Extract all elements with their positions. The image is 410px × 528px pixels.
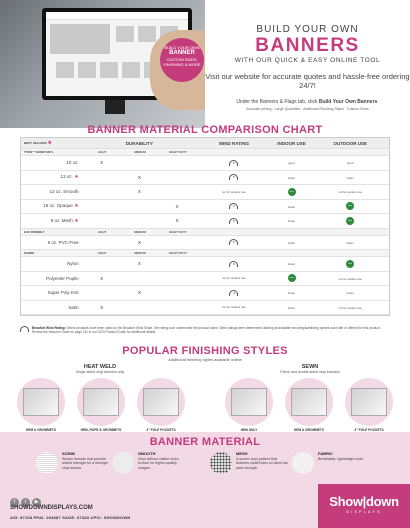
indoor-value: better <box>287 291 296 296</box>
hero-title: BANNERS <box>255 35 360 56</box>
promo-sign <box>160 38 204 82</box>
durability-subheader: HEAVY DUTY <box>169 251 187 255</box>
instr-prefix: Under the Banners & Flags tab, click <box>236 99 319 105</box>
best-badge-icon: best <box>346 260 354 268</box>
wind-cell <box>196 190 272 194</box>
outdoor-cell <box>311 202 389 210</box>
indoor-value: good <box>288 161 295 166</box>
indoor-cell <box>272 240 312 245</box>
material-name <box>21 305 83 310</box>
material-label: 18 oz. Opaque <box>43 203 73 209</box>
col-indoor: INDOOR USE <box>277 140 306 146</box>
table-row <box>21 156 389 171</box>
wind-gauge-icon: 5 <box>229 174 238 180</box>
material-label: Nylon <box>67 261 79 267</box>
best-badge-icon: best <box>288 274 296 282</box>
outdoor-value: better <box>346 291 354 296</box>
wind-value <box>196 261 272 267</box>
material-label: 13 oz. <box>60 174 73 180</box>
table-row <box>21 286 389 301</box>
indoor-value: better <box>287 240 296 245</box>
material-text: FABRIC Breathable, lightweight cloth. <box>318 451 364 461</box>
best-badge-icon: best <box>346 202 354 210</box>
finishing-subtitle: Additional finishing styles available online <box>168 357 242 362</box>
website-url[interactable]: SHOWDOWNDISPLAYS.COM <box>10 505 93 511</box>
col-outdoor: OUTDOOR USE <box>333 140 367 146</box>
mesh-swatch-icon <box>210 452 232 474</box>
instr-suffix: . <box>377 99 379 105</box>
material-label: Polyester Poplin <box>46 275 79 281</box>
facebook-icon[interactable]: f <box>10 498 19 507</box>
sign-top: BUILD YOUR OWN <box>164 45 200 50</box>
wind-value: not for outdoor use <box>222 305 246 310</box>
hero-build: BUILD YOUR OWN <box>256 24 359 35</box>
indoor-value: better <box>287 175 296 180</box>
indoor-cell <box>272 274 312 282</box>
durability-subheader: HEAVY DUTY <box>169 150 187 154</box>
wind-gauge-icon: 4 <box>229 290 238 296</box>
col-durability: DURABILITY <box>125 140 154 146</box>
outdoor-cell <box>311 260 389 268</box>
finish-image-sewn-hem-grommets <box>285 378 333 426</box>
indoor-cell <box>272 160 312 165</box>
material-label: 9 oz. PVC-Free <box>47 239 79 245</box>
finish-image-hem-rope-grommets <box>77 378 125 426</box>
finish-label: HEM ONLY <box>240 428 258 432</box>
website-tile <box>138 26 156 42</box>
outdoor-cell <box>311 189 389 194</box>
table-header <box>21 138 389 149</box>
material-label: 9 oz. Mesh <box>50 217 73 223</box>
table-row <box>21 301 389 316</box>
indoor-cell <box>272 261 312 266</box>
wind-value: not for outdoor use <box>222 276 246 281</box>
material-title: BANNER MATERIAL <box>149 436 261 448</box>
website-tile <box>116 26 134 42</box>
material-label: Satin <box>68 304 79 310</box>
logo-sub: DISPLAYS <box>346 509 382 514</box>
durability-subheader: MEDIUM <box>134 229 146 234</box>
durability-subheader: LIGHT <box>97 251 107 255</box>
website-banner <box>50 24 110 54</box>
wind-gauge-icon: 5 <box>229 239 238 245</box>
col-wind: WIND RATING <box>218 140 249 146</box>
hero-section <box>0 0 410 128</box>
table-row <box>21 200 389 215</box>
subheader-label: ECO FRIENDLY <box>24 229 45 234</box>
outdoor-value: not for outdoor use <box>338 276 362 281</box>
durability-cell: X <box>175 218 179 224</box>
finish-label: 3" POLE POCKETS <box>146 428 176 432</box>
finishing-title: POPULAR FINISHING STYLES <box>122 345 288 357</box>
indoor-value: better <box>287 219 296 224</box>
durability-subheader: MEDIUM <box>134 150 146 154</box>
wind-value <box>196 239 272 245</box>
twitter-icon[interactable]: t <box>21 498 30 507</box>
wind-cell <box>196 160 272 166</box>
wind-cell <box>196 305 272 309</box>
finish-label: HEM & GROMMETS <box>294 428 324 432</box>
indoor-cell <box>272 204 312 209</box>
hero-photo <box>0 0 205 128</box>
website-tile <box>122 62 140 78</box>
heat-weld-sub: Single-sided vinyl banners only <box>75 370 125 374</box>
indoor-value: better <box>287 262 296 267</box>
indoor-value: better <box>287 204 296 209</box>
table-row <box>21 185 389 200</box>
wind-cell <box>196 276 272 280</box>
wind-gauge-icon: 6 <box>229 261 238 267</box>
outdoor-cell <box>311 290 389 295</box>
indoor-cell <box>272 218 312 223</box>
heat-weld-group <box>60 364 140 374</box>
material-label: 13 oz. Smooth <box>49 189 79 195</box>
wind-value <box>196 203 272 209</box>
durability-subheader: LIGHT <box>97 150 107 154</box>
wind-gauge-icon: 6 <box>229 218 238 224</box>
finish-label: HEM, ROPE & GROMMETS <box>80 428 122 432</box>
material-label: 10 oz. <box>66 160 79 166</box>
sewn-sub: Fabric and double-sided vinyl banners <box>280 370 340 374</box>
fabric-swatch-icon <box>292 452 314 474</box>
durability-cell: X <box>175 203 179 209</box>
durability-cell: X <box>137 290 141 296</box>
material-name <box>21 240 83 245</box>
durability-cell: X <box>100 275 104 281</box>
table-subheader <box>21 250 389 257</box>
material-name <box>21 160 83 165</box>
best-badge-icon: best <box>288 188 296 196</box>
finish-label: 3" POLE POCKETS <box>354 428 384 432</box>
wind-value <box>196 290 272 296</box>
finish-image-hem-only <box>225 378 273 426</box>
table-row <box>21 214 389 229</box>
star-icon: ★ <box>72 203 79 210</box>
indoor-cell <box>272 188 312 196</box>
material-name <box>21 174 83 180</box>
youtube-icon[interactable]: ▶ <box>32 498 41 507</box>
table-row <box>21 236 389 251</box>
table-row <box>21 257 389 272</box>
table-row <box>21 272 389 287</box>
sign-bottom: CUSTOM SIZES, FINISHING & MORE <box>163 57 201 67</box>
material-label: Super Poly Knit <box>47 290 79 296</box>
hero-visit: Visit our website for accurate quotes and hassle-free ordering 24/7! <box>205 72 410 90</box>
wind-value <box>196 174 272 180</box>
finish-image-pole-pockets <box>137 378 185 426</box>
wind-cell <box>196 174 272 180</box>
durability-cell: X <box>137 261 141 267</box>
sign-main: BANNER <box>169 50 195 56</box>
durability-cell: X <box>137 174 141 180</box>
outdoor-cell <box>311 217 389 225</box>
smooth-swatch-icon <box>112 452 134 474</box>
best-badge-icon: best <box>346 217 354 225</box>
durability-cell: X <box>100 304 104 310</box>
outdoor-value: not for outdoor use <box>338 190 362 195</box>
sewn-group <box>265 364 355 374</box>
subheader-label: FABRIC <box>24 251 35 255</box>
outdoor-cell <box>311 240 389 245</box>
durability-cell: X <box>137 239 141 245</box>
sewn-title: SEWN <box>301 364 319 370</box>
showdown-logo <box>318 484 410 528</box>
comparison-title: BANNER MATERIAL COMPARISON CHART <box>87 124 323 136</box>
outdoor-value: better <box>346 175 354 180</box>
wind-cell <box>196 203 272 209</box>
note-text: Select products have been rated on the Beaufort Wind Scale. See rating icon underneath the product name. Wind ratings were determined utilizing all available securing/stabilizing options sold with or offered for this product. Review the Beaufort Scale on page 211 in our 2023 Product Guide for additional details. <box>32 326 381 334</box>
website-tile <box>100 62 118 78</box>
material-name <box>21 276 83 281</box>
logo-text: Show|down <box>329 494 399 509</box>
hero-tagline: WITH OUR QUICK & EASY ONLINE TOOL <box>234 57 381 64</box>
heat-weld-title: HEAT WELD <box>83 364 117 370</box>
website-tile <box>78 62 96 78</box>
outdoor-cell <box>311 160 389 165</box>
durability-cell: X <box>100 160 104 166</box>
outdoor-cell <box>311 276 389 281</box>
finish-image-hem-grommets <box>17 378 65 426</box>
hero-instructions <box>205 99 410 105</box>
table-row <box>21 171 389 186</box>
material-name <box>21 189 83 194</box>
instr-link[interactable]: Build Your Own Banners <box>318 99 378 105</box>
outdoor-value: better <box>346 240 354 245</box>
star-icon: ★ <box>47 140 52 146</box>
star-icon: ★ <box>72 174 79 181</box>
outdoor-value: good <box>347 161 354 166</box>
website-tile <box>56 62 74 78</box>
indoor-cell <box>272 290 312 295</box>
material-name <box>21 290 83 295</box>
durability-subheader: HEAVY DUTY <box>169 229 187 234</box>
indoor-value: better <box>287 305 296 310</box>
wind-gauge-icon: 6 <box>229 203 238 209</box>
finish-image-sewn-pole-pockets <box>345 378 393 426</box>
table-subheader <box>21 229 389 236</box>
outdoor-cell <box>311 175 389 180</box>
note-bold: Beaufort Wind Rating: <box>32 326 66 330</box>
website-nav <box>46 12 188 20</box>
wind-cell <box>196 239 272 245</box>
hero-features: Accurate pricing · Large Quantities · Additional Finishing Styles · Custom Sizes <box>246 107 369 111</box>
indoor-cell <box>272 175 312 180</box>
wind-gauge-icon: 5 <box>229 160 238 166</box>
table-subheader <box>21 149 389 156</box>
comparison-table <box>20 137 390 316</box>
supplier-ids: ASI: 87108 PPAI: 254887 SAGE: 67383 UPIC: SHOWDOWN <box>10 515 131 520</box>
wind-value: not for outdoor use <box>222 189 246 194</box>
material-name <box>21 203 83 209</box>
material-text: SCRIM Woven threads that provide added strength for a stronger vinyl banner. <box>62 451 109 470</box>
indoor-cell <box>272 305 312 310</box>
wind-cell <box>196 261 272 267</box>
hero-text <box>205 0 410 111</box>
col-best-sellers: BEST SELLERS ★ <box>24 140 52 146</box>
durability-cell: X <box>137 189 141 195</box>
material-name <box>21 218 83 224</box>
material-name <box>21 261 83 266</box>
subheader-label: TITAN™ SCRIM VINYL <box>24 150 54 154</box>
outdoor-value: not for outdoor use <box>338 305 362 310</box>
wind-value <box>196 160 272 166</box>
wind-cell <box>196 290 272 296</box>
monitor-stand <box>105 100 125 114</box>
durability-subheader: MEDIUM <box>134 251 146 255</box>
finish-label: HEM & GROMMETS <box>26 428 56 432</box>
star-icon: ★ <box>72 217 79 224</box>
outdoor-cell <box>311 305 389 310</box>
wind-cell <box>196 218 272 224</box>
material-text: SMOOTH Vinyl without visible scrim texture for higher-quality images. <box>138 451 179 470</box>
wind-value <box>196 218 272 224</box>
durability-subheader: LIGHT <box>97 229 107 234</box>
material-text: MESH A woven vinyl pattern that features small holes so wind can pass through. <box>236 451 288 470</box>
wind-rating-note <box>20 326 390 334</box>
scrim-swatch-icon <box>36 452 58 474</box>
wind-gauge-icon <box>20 326 29 332</box>
